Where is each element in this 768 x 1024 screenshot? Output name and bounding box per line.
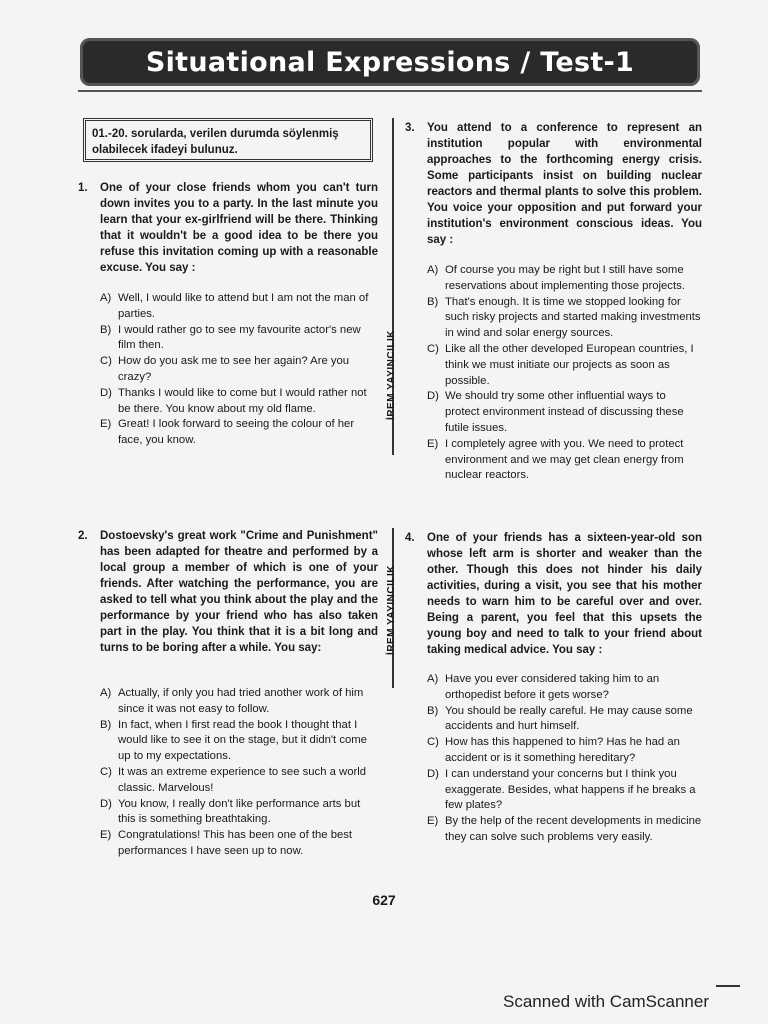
option[interactable]: B) I would rather go to see my favourite actor's new film then. [100,323,361,352]
options-q4 [427,672,702,846]
options-q1 [100,291,378,449]
question-1 [78,180,378,276]
question-number: 3. [405,122,415,134]
option[interactable]: A) Of course you may be right but I still have some reservations about implementing those projects. [427,264,685,292]
option[interactable]: D) Thanks I would like to come but I would rather not be there. You know about my old flame. [100,386,367,415]
option[interactable]: D) We should try some other influential ways to protect environment instead of discussing these futile issues. [427,390,684,434]
question-stem: You attend to a conference to represent an institution popular with environmental approaches to the forthcoming energy crisis. Some participants insist on building nuclear reactors and thermal plants to solve this problem. You voice your opposition and put forward your institution's environment conscious ideas. You say : [427,122,702,246]
option[interactable]: E) I completely agree with you. We need to protect environment and we may get clean energy from nuclear reactors. [427,437,684,482]
question-number: 1. [78,182,88,194]
option[interactable]: E) Great! I look forward to seeing the colour of her face, you know. [100,418,355,447]
option[interactable]: A) Well, I would like to attend but I am not the man of parties. [100,292,369,320]
question-stem: Dostoevsky's great work "Crime and Punishment" has been adapted for theatre and performed by a local group a member of which is one of your friends. After watching the performance, you are asked to tell what you think about the play and the performance by your friend who has also taken part in the play. You think that it is a bit long and turns to be boring after a while. You say: [100,530,378,654]
scanner-mark [716,985,740,987]
question-stem: One of your close friends whom you can't turn down invites you to a party. In the last minute you learn that your ex-girlfriend will be there. Thinking that it wouldn't be a good idea to be there you refuse this invitation coming up with a reasonable excuse. You say : [100,182,378,274]
options-q3 [427,263,702,484]
question-number: 4. [405,532,415,544]
question-stem: One of your friends has a sixteen-year-old son whose left arm is shorter and weaker than the other. Though this does not hinder his daily activities, during a visit, you see that his mother needs to warn him to be careful over and over. Being a parent, you feel that this upsets the young boy and need to talk to your friend about taking medical advice. You say : [427,532,702,656]
option[interactable]: B) That's enough. It is time we stopped looking for such risky projects and started making investments in wind and solar energy sources. [427,295,701,340]
question-4 [405,530,702,658]
publisher-brand: İREM YAYINCILIK [386,330,397,420]
page-number: 627 [372,892,396,908]
title-banner [80,38,700,86]
option[interactable]: B) In fact, when I first read the book I thought that I would like to see it on the stage, but it didn't come up to my expectations. [100,718,367,763]
question-number: 2. [78,530,88,542]
publisher-brand: İREM YAYINCILIK [386,565,397,655]
option[interactable]: C) It was an extreme experience to see such a world classic. Marvelous! [100,765,367,794]
option[interactable]: C) How do you ask me to see her again? Are you crazy? [100,355,350,383]
option[interactable]: A) Have you ever considered taking him to an orthopedist before it gets worse? [427,673,660,701]
option[interactable]: C) How has this happened to him? Has he had an accident or is it something hereditary? [427,736,680,764]
option[interactable]: D) I can understand your concerns but I think you exaggerate. Besides, what happens if he breaks a few plates? [427,767,696,812]
options-q2 [100,686,378,860]
option[interactable]: E) By the help of the recent developments in medicine they can solve such problems very easily. [427,815,702,843]
scanner-watermark: Scanned with CamScanner [503,992,710,1011]
question-3 [405,120,702,248]
instruction-box: 01.-20. sorularda, verilen durumda söylenmiş olabilecek ifadeyi bulunuz. [83,118,373,162]
option[interactable]: A) Actually, if only you had tried another work of him since it was not easy to follow. [100,687,364,715]
title-rule [78,90,702,92]
option[interactable]: B) You should be really careful. He may cause some accidents and hurt himself. [427,704,693,733]
page-title: Situational Expressions / Test-1 [145,46,635,78]
option[interactable]: D) You know, I really don't like performance arts but this is something breathtaking. [100,797,361,826]
option[interactable]: E) Congratulations! This has been one of the best performances I have seen up to now. [100,829,353,857]
question-2 [78,528,378,656]
option[interactable]: C) Like all the other developed European countries, I think we must initiate our projects as soon as possible. [427,342,694,387]
